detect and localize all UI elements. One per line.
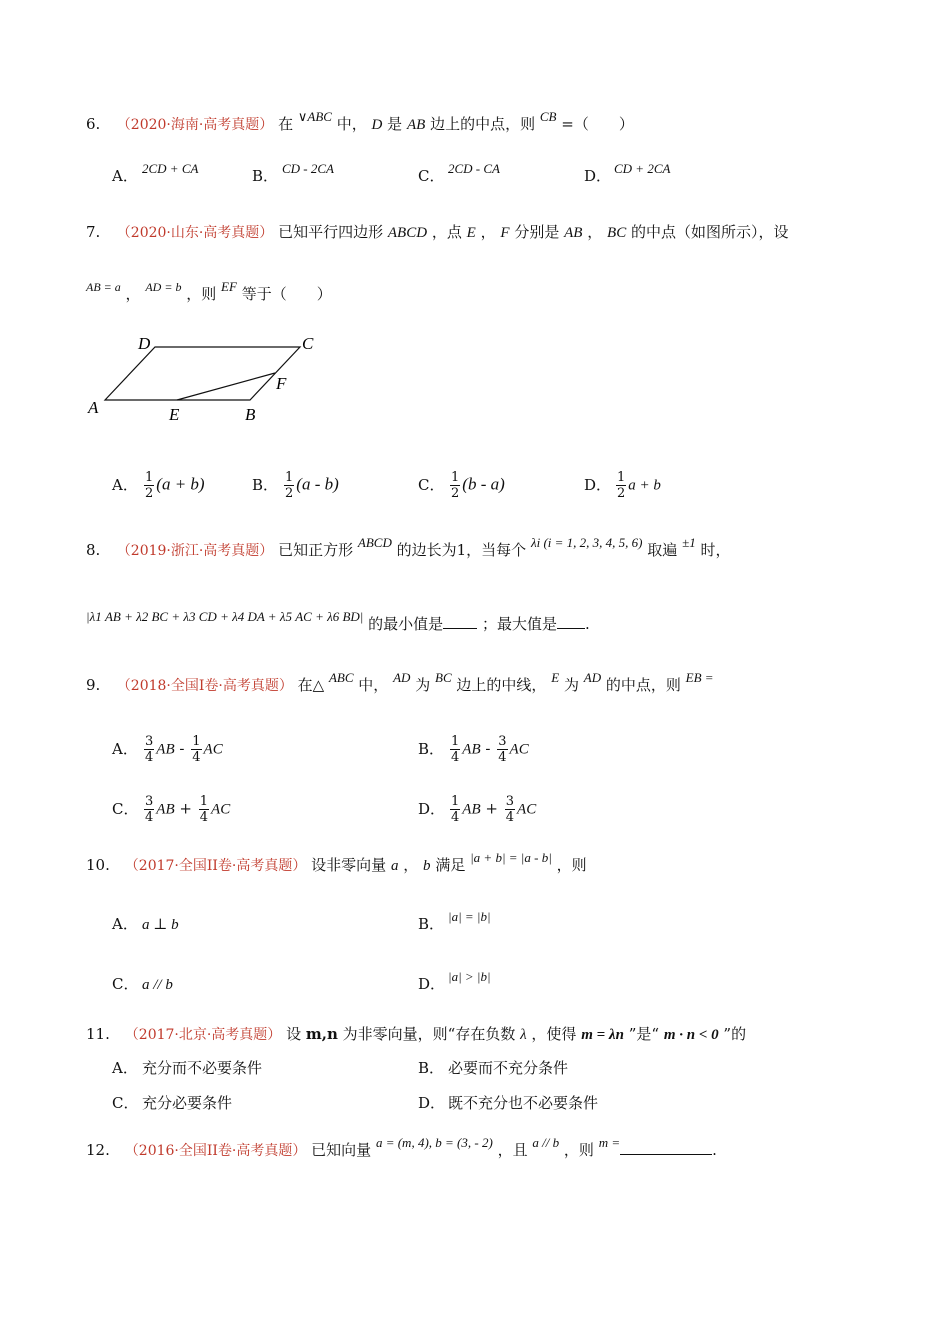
question-12 bbox=[86, 1135, 717, 1161]
math-expr: AD = b bbox=[145, 280, 182, 294]
option-expr: (a - b) bbox=[296, 474, 339, 494]
fraction bbox=[505, 794, 515, 825]
option-label: B． bbox=[418, 915, 445, 933]
question-source: （2017·北京·高考真题） bbox=[124, 1027, 282, 1043]
math-expr: CB bbox=[539, 109, 557, 124]
option-label: B． bbox=[418, 1059, 445, 1077]
question-8 bbox=[86, 535, 731, 561]
question-number: 10. bbox=[86, 856, 110, 874]
question-7-line-2 bbox=[86, 279, 332, 305]
question-text: 中， bbox=[336, 115, 367, 133]
vector: AB bbox=[156, 801, 175, 818]
question-10 bbox=[86, 850, 587, 876]
figure-label-b: B bbox=[245, 405, 256, 424]
question-7 bbox=[86, 222, 789, 243]
question-text: ，点 bbox=[431, 223, 462, 241]
question-text: 设 bbox=[286, 1025, 302, 1043]
fraction bbox=[616, 470, 626, 501]
math-expr: a // b bbox=[532, 1135, 560, 1150]
fraction-denominator: 2 bbox=[451, 486, 460, 501]
fraction bbox=[450, 734, 460, 765]
fraction-denominator: 4 bbox=[451, 750, 460, 765]
answer-blank[interactable] bbox=[557, 614, 585, 629]
question-text: ，则 bbox=[563, 1141, 594, 1159]
option-expr: a // b bbox=[142, 977, 173, 993]
fraction-denominator: 4 bbox=[145, 750, 154, 765]
fraction bbox=[450, 470, 460, 501]
option-c bbox=[112, 794, 230, 825]
fraction bbox=[144, 734, 154, 765]
math-expr: ABC bbox=[328, 670, 354, 685]
question-text: ”是“ bbox=[628, 1025, 660, 1043]
option-expr: (a + b) bbox=[156, 474, 205, 494]
option-a bbox=[112, 470, 205, 501]
question-source: （2019·浙江·高考真题） bbox=[116, 543, 274, 559]
option-label: D． bbox=[584, 475, 612, 494]
math-expr: a = (m, 4), b = (3, - 2) bbox=[375, 1135, 493, 1150]
math-expr: |λ1 AB + λ2 BC + λ3 CD + λ4 DA + λ5 AC + λ6 BD| bbox=[86, 609, 364, 624]
parallelogram-figure bbox=[80, 325, 340, 430]
option-expr: 2CD + CA bbox=[142, 161, 199, 176]
question-source: （2018·全国I卷·高考真题） bbox=[116, 678, 293, 694]
option-label: D． bbox=[418, 975, 446, 993]
option-label: B． bbox=[252, 167, 279, 185]
math-expr: m · n < 0 bbox=[663, 1027, 719, 1043]
option-text: 充分必要条件 bbox=[142, 1094, 233, 1112]
math-expr: a bbox=[390, 858, 399, 874]
vector: AB bbox=[462, 741, 481, 758]
fraction bbox=[497, 734, 507, 765]
question-text: . bbox=[584, 615, 590, 633]
math-expr: m,n bbox=[305, 1025, 338, 1043]
question-text: ；最大值是 bbox=[481, 615, 557, 633]
fraction-denominator: 2 bbox=[617, 486, 626, 501]
question-text: 边上的中点，则 bbox=[430, 115, 536, 133]
question-text: ， bbox=[125, 285, 141, 303]
fraction bbox=[284, 470, 294, 501]
option-expr: |a| = |b| bbox=[448, 909, 491, 924]
option-a bbox=[112, 914, 179, 935]
question-text: 时， bbox=[700, 541, 731, 559]
math-expr: ±1 bbox=[682, 535, 696, 550]
option-d bbox=[418, 794, 536, 825]
question-text: . bbox=[712, 1141, 717, 1159]
question-text: ”的 bbox=[723, 1025, 747, 1043]
math-expr: λ bbox=[520, 1027, 527, 1043]
math-expr: EB = bbox=[685, 670, 714, 685]
option-label: C． bbox=[112, 799, 139, 818]
math-expr: b bbox=[423, 858, 431, 874]
question-text: ，则 bbox=[556, 856, 587, 874]
fraction-numerator: 3 bbox=[145, 794, 154, 809]
vector: AB bbox=[156, 741, 175, 758]
question-text: ， bbox=[480, 223, 496, 241]
fraction-denominator: 2 bbox=[285, 486, 294, 501]
math-expr: AB = a bbox=[86, 280, 121, 294]
math-expr: D bbox=[371, 117, 383, 133]
question-number: 9. bbox=[86, 676, 101, 694]
question-source: （2016·全国II卷·高考真题） bbox=[124, 1143, 307, 1159]
parallelogram-shape bbox=[105, 347, 300, 400]
question-text: ， bbox=[403, 856, 419, 874]
vector: AC bbox=[203, 741, 223, 758]
question-text: 已知正方形 bbox=[278, 541, 354, 559]
fraction bbox=[199, 794, 209, 825]
question-text: 的边长为1，当每个 bbox=[396, 541, 527, 559]
question-text: 为 bbox=[415, 676, 431, 694]
fraction-numerator: 1 bbox=[451, 794, 460, 809]
option-c bbox=[418, 161, 500, 187]
question-text: ， bbox=[587, 223, 603, 241]
question-text: 为 bbox=[563, 676, 579, 694]
option-expr: 2CD - CA bbox=[448, 161, 500, 176]
question-text: 已知平行四边形 bbox=[278, 223, 384, 241]
option-label: B． bbox=[252, 475, 279, 494]
option-text: 必要而不充分条件 bbox=[448, 1059, 569, 1077]
question-6 bbox=[86, 109, 634, 135]
question-8-line-2 bbox=[86, 609, 590, 635]
math-expr: ABCD bbox=[387, 225, 428, 241]
option-label: A． bbox=[112, 1059, 138, 1077]
question-text: 的中点（如图所示），设 bbox=[631, 223, 789, 241]
option-d bbox=[584, 470, 661, 501]
math-expr: AD bbox=[393, 670, 411, 685]
question-text: 的中点，则 bbox=[605, 676, 681, 694]
answer-blank[interactable] bbox=[443, 614, 477, 629]
option-label: A． bbox=[112, 475, 138, 494]
fraction-numerator: 1 bbox=[145, 470, 154, 485]
question-text: 中， bbox=[358, 676, 389, 694]
question-text: 在△ bbox=[297, 676, 325, 694]
figure-label-e: E bbox=[169, 405, 180, 424]
option-d bbox=[418, 969, 491, 995]
question-text: 分别是 bbox=[514, 223, 560, 241]
option-a bbox=[112, 1058, 262, 1078]
math-expr: AB bbox=[564, 225, 583, 241]
fraction bbox=[144, 794, 154, 825]
question-text: 设非零向量 bbox=[311, 856, 387, 874]
question-number: 6. bbox=[86, 115, 101, 133]
math-expr: λi (i = 1, 2, 3, 4, 5, 6) bbox=[530, 535, 643, 550]
question-source: （2020·山东·高考真题） bbox=[116, 225, 274, 241]
math-expr: E bbox=[466, 225, 476, 241]
option-expr: |a| > |b| bbox=[448, 969, 491, 984]
option-c bbox=[112, 974, 173, 995]
question-text: 为非零向量，则“存在负数 bbox=[342, 1025, 516, 1043]
fraction-numerator: 3 bbox=[145, 734, 154, 749]
question-number: 12. bbox=[86, 1141, 110, 1159]
operator: + bbox=[179, 799, 192, 818]
option-expr: a + b bbox=[628, 477, 661, 494]
question-number: 11. bbox=[86, 1025, 110, 1043]
question-text: 的最小值是 bbox=[368, 615, 444, 633]
option-b bbox=[418, 734, 529, 765]
option-b bbox=[252, 470, 339, 501]
option-c bbox=[418, 470, 505, 501]
vector: AC bbox=[509, 741, 529, 758]
option-expr: CD - 2CA bbox=[282, 161, 334, 176]
question-text: 等于（ ） bbox=[241, 285, 332, 303]
option-label: C． bbox=[418, 475, 445, 494]
question-text: ，使得 bbox=[531, 1025, 577, 1043]
option-label: D． bbox=[418, 799, 446, 818]
fraction-numerator: 1 bbox=[192, 734, 201, 749]
question-text: 是 bbox=[387, 115, 403, 133]
option-label: B． bbox=[418, 739, 445, 758]
option-a bbox=[112, 161, 199, 187]
fraction-numerator: 1 bbox=[199, 794, 209, 809]
math-expr: BC bbox=[435, 670, 452, 685]
option-label: D． bbox=[584, 167, 612, 185]
fraction-numerator: 3 bbox=[498, 734, 507, 749]
operator: + bbox=[485, 799, 498, 818]
question-text: 已知向量 bbox=[311, 1141, 372, 1159]
option-label: A． bbox=[112, 167, 138, 185]
vector: AC bbox=[211, 801, 231, 818]
fraction-denominator: 4 bbox=[192, 750, 201, 765]
option-expr: (b - a) bbox=[462, 474, 505, 494]
option-expr: CD + 2CA bbox=[614, 161, 671, 176]
option-text: 既不充分也不必要条件 bbox=[448, 1094, 599, 1112]
fraction bbox=[144, 470, 154, 501]
fraction-denominator: 4 bbox=[498, 750, 507, 765]
option-b bbox=[252, 161, 334, 187]
math-expr: m = bbox=[598, 1135, 621, 1150]
fraction-numerator: 3 bbox=[505, 794, 515, 809]
operator: - bbox=[179, 739, 185, 758]
math-expr: ABCD bbox=[357, 535, 392, 550]
question-text: =（ ） bbox=[561, 115, 634, 133]
fraction-denominator: 2 bbox=[145, 486, 154, 501]
figure-label-d: D bbox=[138, 334, 151, 353]
math-expr: |a + b| = |a - b| bbox=[470, 850, 552, 865]
question-source: （2017·全国II卷·高考真题） bbox=[124, 858, 307, 874]
option-a bbox=[112, 734, 223, 765]
fraction-numerator: 1 bbox=[285, 470, 294, 485]
math-expr: F bbox=[500, 225, 510, 241]
option-label: C． bbox=[112, 975, 139, 993]
question-text: 取遍 bbox=[647, 541, 678, 559]
question-text: 满足 bbox=[435, 856, 466, 874]
vector: AC bbox=[517, 801, 537, 818]
math-expr: EF bbox=[221, 279, 237, 294]
answer-blank[interactable] bbox=[620, 1140, 712, 1155]
option-label: C． bbox=[418, 167, 445, 185]
figure-label-f: F bbox=[276, 374, 287, 393]
option-label: D． bbox=[418, 1094, 446, 1112]
math-expr: BC bbox=[607, 225, 627, 241]
figure-label-c: C bbox=[302, 334, 314, 353]
question-source: （2020·海南·高考真题） bbox=[116, 117, 274, 133]
figure-label-a: A bbox=[88, 398, 99, 417]
question-number: 8. bbox=[86, 541, 101, 559]
option-c bbox=[112, 1093, 232, 1113]
fraction-denominator: 4 bbox=[145, 810, 154, 825]
fraction bbox=[191, 734, 201, 765]
question-11 bbox=[86, 1024, 746, 1045]
fraction-numerator: 1 bbox=[451, 734, 460, 749]
question-text: 在 bbox=[278, 115, 294, 133]
question-text: ，且 bbox=[497, 1141, 528, 1159]
fraction bbox=[450, 794, 460, 825]
fraction-denominator: 4 bbox=[505, 810, 515, 825]
math-expr: ∨ABC bbox=[297, 109, 332, 124]
fraction-denominator: 4 bbox=[451, 810, 460, 825]
question-text: ，则 bbox=[186, 285, 217, 303]
option-label: A． bbox=[112, 915, 138, 933]
fraction-numerator: 1 bbox=[617, 470, 626, 485]
operator: - bbox=[485, 739, 491, 758]
option-expr: a ⊥ b bbox=[142, 917, 179, 933]
option-text: 充分而不必要条件 bbox=[142, 1059, 263, 1077]
option-b bbox=[418, 909, 491, 935]
vector: AB bbox=[462, 801, 481, 818]
segment-ef bbox=[177, 373, 275, 400]
option-b bbox=[418, 1058, 568, 1078]
question-text: 边上的中线， bbox=[456, 676, 547, 694]
option-label: A． bbox=[112, 739, 138, 758]
math-expr: m = λn bbox=[581, 1027, 624, 1043]
option-d bbox=[584, 161, 671, 187]
question-9 bbox=[86, 670, 714, 696]
math-expr: E bbox=[551, 670, 560, 685]
math-expr: AB bbox=[406, 117, 426, 133]
option-label: C． bbox=[112, 1094, 139, 1112]
question-number: 7. bbox=[86, 223, 101, 241]
fraction-numerator: 1 bbox=[451, 470, 460, 485]
option-d bbox=[418, 1093, 598, 1113]
fraction-denominator: 4 bbox=[199, 810, 209, 825]
math-expr: AD bbox=[583, 670, 602, 685]
